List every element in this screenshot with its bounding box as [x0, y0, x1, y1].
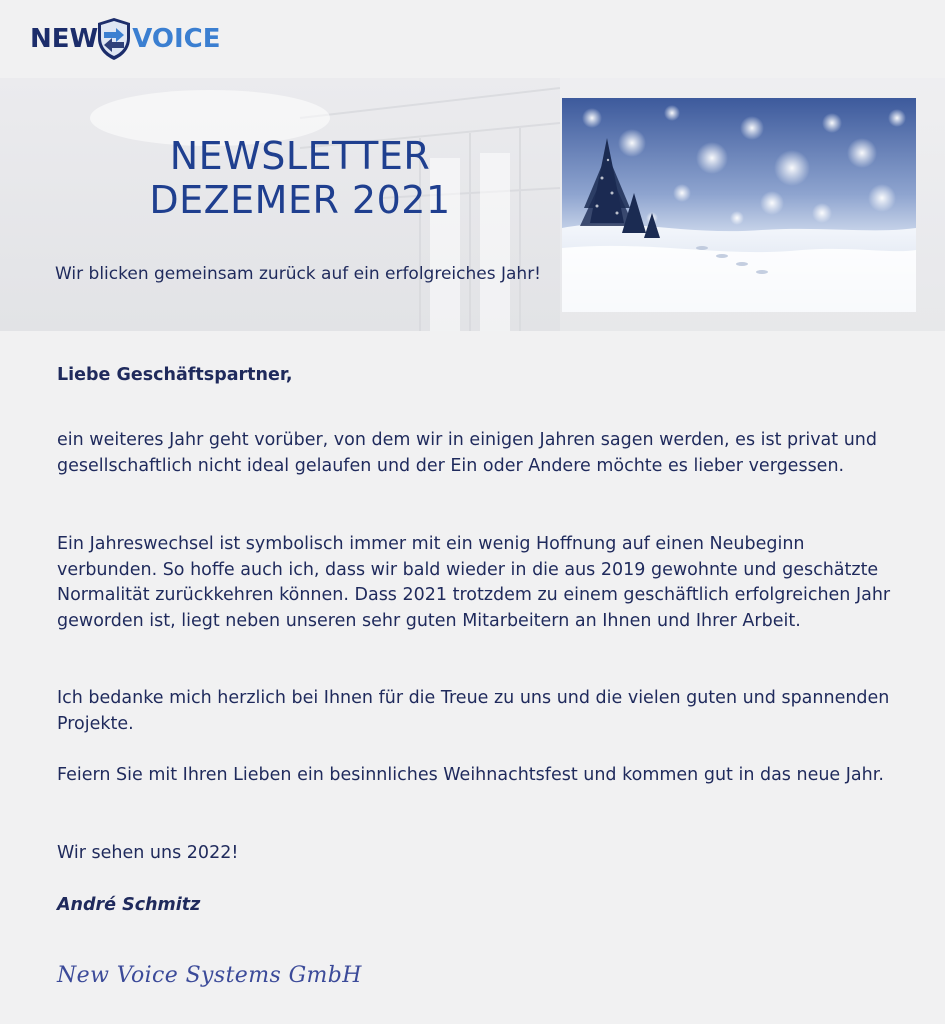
letter-paragraph-2: Ein Jahreswechsel ist symbolisch immer mit ein wenig Hoffnung auf einen Neubeginn verbunden. So hoffe auch ich, dass wir bald wieder in die aus 2019 gewohnte und geschätzte Normalität zurückkehren können. Dass 2021 trotzdem zu einem geschäftlich erfolgreichen Jahr geworden ist, liegt neben unseren sehr guten Mitarbeitern an Ihnen und Ihrer Arbeit.: [57, 534, 891, 631]
newsletter-subtitle: Wir blicken gemeinsam zurück auf ein erfolgreiches Jahr!: [54, 264, 541, 284]
hero-banner: [0, 78, 945, 331]
letter-salutation: Liebe Geschäftspartner,: [57, 365, 293, 385]
letter-paragraph-1: ein weiteres Jahr geht vorüber, von dem wir in einigen Jahren sagen werden, es ist privat und gesellschaftlich nicht ideal gelaufen und der Ein oder Andere möchte es lieber vergessen.: [57, 430, 877, 476]
letter-signature: André Schmitz: [57, 895, 201, 915]
title-line-1: NEWSLETTER: [169, 134, 431, 178]
letter-paragraph-3: Ich bedanke mich herzlich bei Ihnen für die Treue zu uns und die vielen guten und spannenden Projekte.: [57, 688, 890, 734]
company-script-signature: New Voice Systems GmbH: [57, 963, 362, 988]
winter-scene-svg: [562, 98, 916, 312]
letter-paragraph-4: Feiern Sie mit Ihren Lieben ein besinnliches Weihnachtsfest und kommen gut in das neue Jahr.: [57, 765, 884, 785]
logo-word-voice: VOICE: [132, 24, 221, 54]
newsletter-title: [120, 134, 480, 222]
company-logo[interactable]: [30, 14, 221, 64]
winter-snow-tree-image: [562, 98, 916, 312]
shield-arrows-icon: [94, 16, 134, 62]
letter-paragraph-5: Wir sehen uns 2022!: [57, 843, 239, 863]
logo-bar: [0, 0, 945, 78]
title-line-2: DEZEMER 2021: [149, 178, 451, 222]
logo-word-new: NEW: [30, 24, 99, 54]
